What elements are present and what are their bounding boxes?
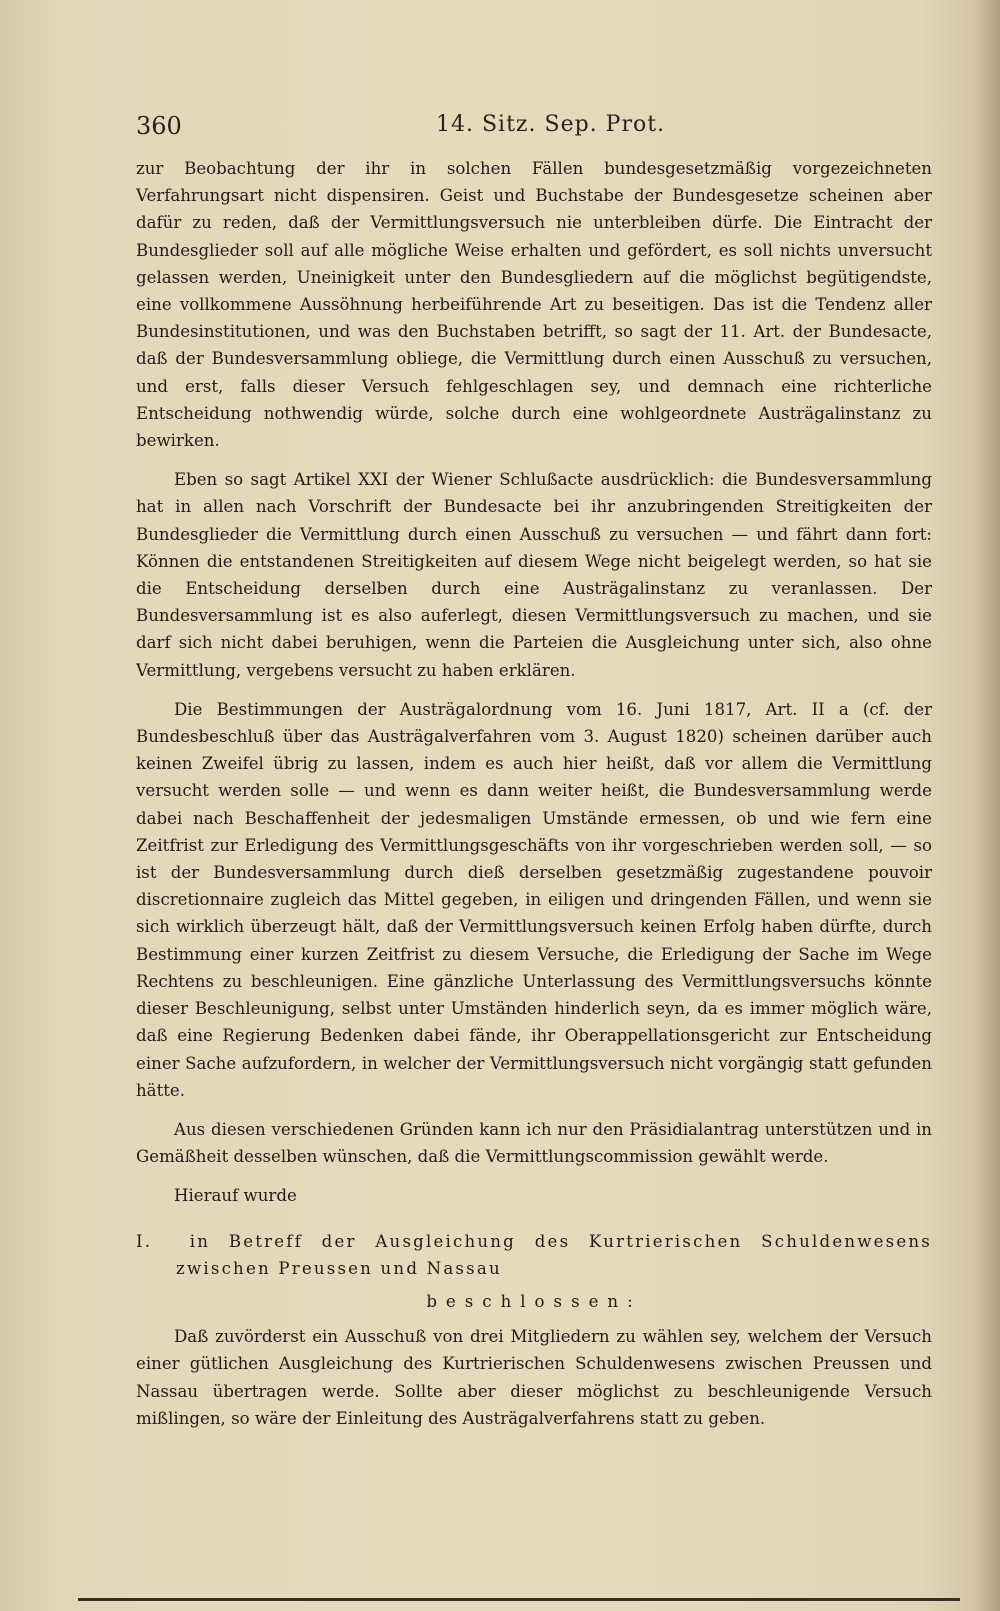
bottom-rule bbox=[78, 1598, 960, 1601]
page-header bbox=[136, 112, 932, 152]
resolution-item-text: in Betreff der Ausgleichung des Kurtrierischen Schuldenwesens zwischen Preussen und Nassau bbox=[176, 1231, 932, 1278]
paragraph-2: Eben so sagt Artikel XXI der Wiener Schlußacte ausdrücklich: die Bundesversammlung hat in allen nach Vorschrift der Bundesacte bei ihr anzubringenden Streitigkeiten der Bundesglieder die Vermittlung durch einen Ausschuß zu versuchen — und fährt dann fort: Können die entstandenen Streitigkeiten auf diesem Wege nicht beigelegt werden, so hat sie die Entscheidung derselben durch eine Austrägalinstanz zu veranlassen. Der Bundesversammlung ist es also auferlegt, diesen Vermittlungsversuch zu machen, und sie darf sich nicht dabei beruhigen, wenn die Parteien die Ausgleichung unter sich, also ohne Vermittlung, vergebens versucht zu haben erklären. bbox=[136, 470, 932, 680]
running-head: 14. Sitz. Sep. Prot. bbox=[436, 112, 666, 137]
body-text bbox=[136, 155, 932, 1432]
page-number: 360 bbox=[136, 112, 182, 140]
resolution-intro: Hierauf wurde bbox=[174, 1186, 297, 1206]
paragraph-1: zur Beobachtung der ihr in solchen Fällen bundesgesetzmäßig vorgezeichneten Verfahrungsart nicht dispensiren. Geist und Buchstabe der Bundesgesetze scheinen aber dafür zu reden, daß der Vermittlungsversuch nie unterbleiben dürfe. Die Eintracht der Bundesglieder soll auf alle mögliche Weise erhalten und gefördert, es soll nichts unversucht gelassen werden, Uneinigkeit unter den Bundesgliedern auf die möglichst begütigendste, eine vollkommene Aussöhnung herbeiführende Art zu beseitigen. Das ist die Tendenz aller Bundesinstitutionen, und was den Buchstaben betrifft, so sagt der 11. Art. der Bundesacte, daß der Bundesversammlung obliege, die Vermittlung durch einen Ausschuß zu versuchen, und erst, falls dieser Versuch fehlgeschlagen sey, und demnach eine richterliche Entscheidung nothwendig würde, solche durch eine wohlgeordnete Austrägalinstanz zu bewirken. bbox=[136, 159, 932, 451]
resolved-heading: beschlossen: bbox=[426, 1291, 642, 1311]
paragraph-5: Daß zuvörderst ein Ausschuß von drei Mitgliedern zu wählen sey, welchem der Versuch einer gütlichen Ausgleichung des Kurtrierischen Schuldenwesens zwischen Preussen und Nassau übertragen werde. Sollte aber dieser möglichst zu beschleunigende Versuch mißlingen, so wäre der Einleitung des Austrägalverfahrens statt zu geben. bbox=[136, 1327, 932, 1428]
resolution-item bbox=[136, 1228, 932, 1282]
page-edge-shadow bbox=[974, 0, 1000, 1611]
resolution-item-number: I. bbox=[136, 1231, 153, 1251]
paragraph-4: Aus diesen verschiedenen Gründen kann ich nur den Präsidialantrag unterstützen und in Gemäßheit desselben wünschen, daß die Vermittlungscommission gewählt werde. bbox=[136, 1119, 932, 1167]
paragraph-3: Die Bestimmungen der Austrägalordnung vom 16. Juni 1817, Art. II a (cf. der Bundesbeschluß über das Austrägalverfahren vom 3. August 1820) scheinen darüber auch keinen Zweifel übrig zu lassen, indem es auch hier heißt, daß vor allem die Vermittlung versucht werden solle — und wenn es dann weiter heißt, die Bundesversammlung werde dabei nach Beschaffenheit der jedesmaligen Umstände ermessen, ob und wie fern eine Zeitfrist zur Erledigung des Vermittlungsgeschäfts von ihr vorgeschrieben werden soll, — so ist der Bundesversammlung durch dieß derselben gesetzmäßig zugestandene pouvoir discretionnaire zugleich das Mittel gegeben, in eiligen und dringenden Fällen, und wenn sie sich wirklich überzeugt hält, daß der Vermittlungsversuch keinen Erfolg haben dürfte, durch Bestimmung einer kurzen Zeitfrist zu diesem Versuche, die Erledigung der Sache im Wege Rechtens zu beschleunigen. Eine gänzliche Unterlassung des Vermittlungsversuchs könnte dieser Beschleunigung, selbst unter Umständen hinderlich seyn, da es immer möglich wäre, daß eine Regierung Bedenken dabei fände, ihr Oberappellationsgericht zur Entscheidung einer Sache aufzufordern, in welcher der Vermittlungsversuch nicht vorgängig statt gefunden hätte. bbox=[136, 699, 932, 1100]
